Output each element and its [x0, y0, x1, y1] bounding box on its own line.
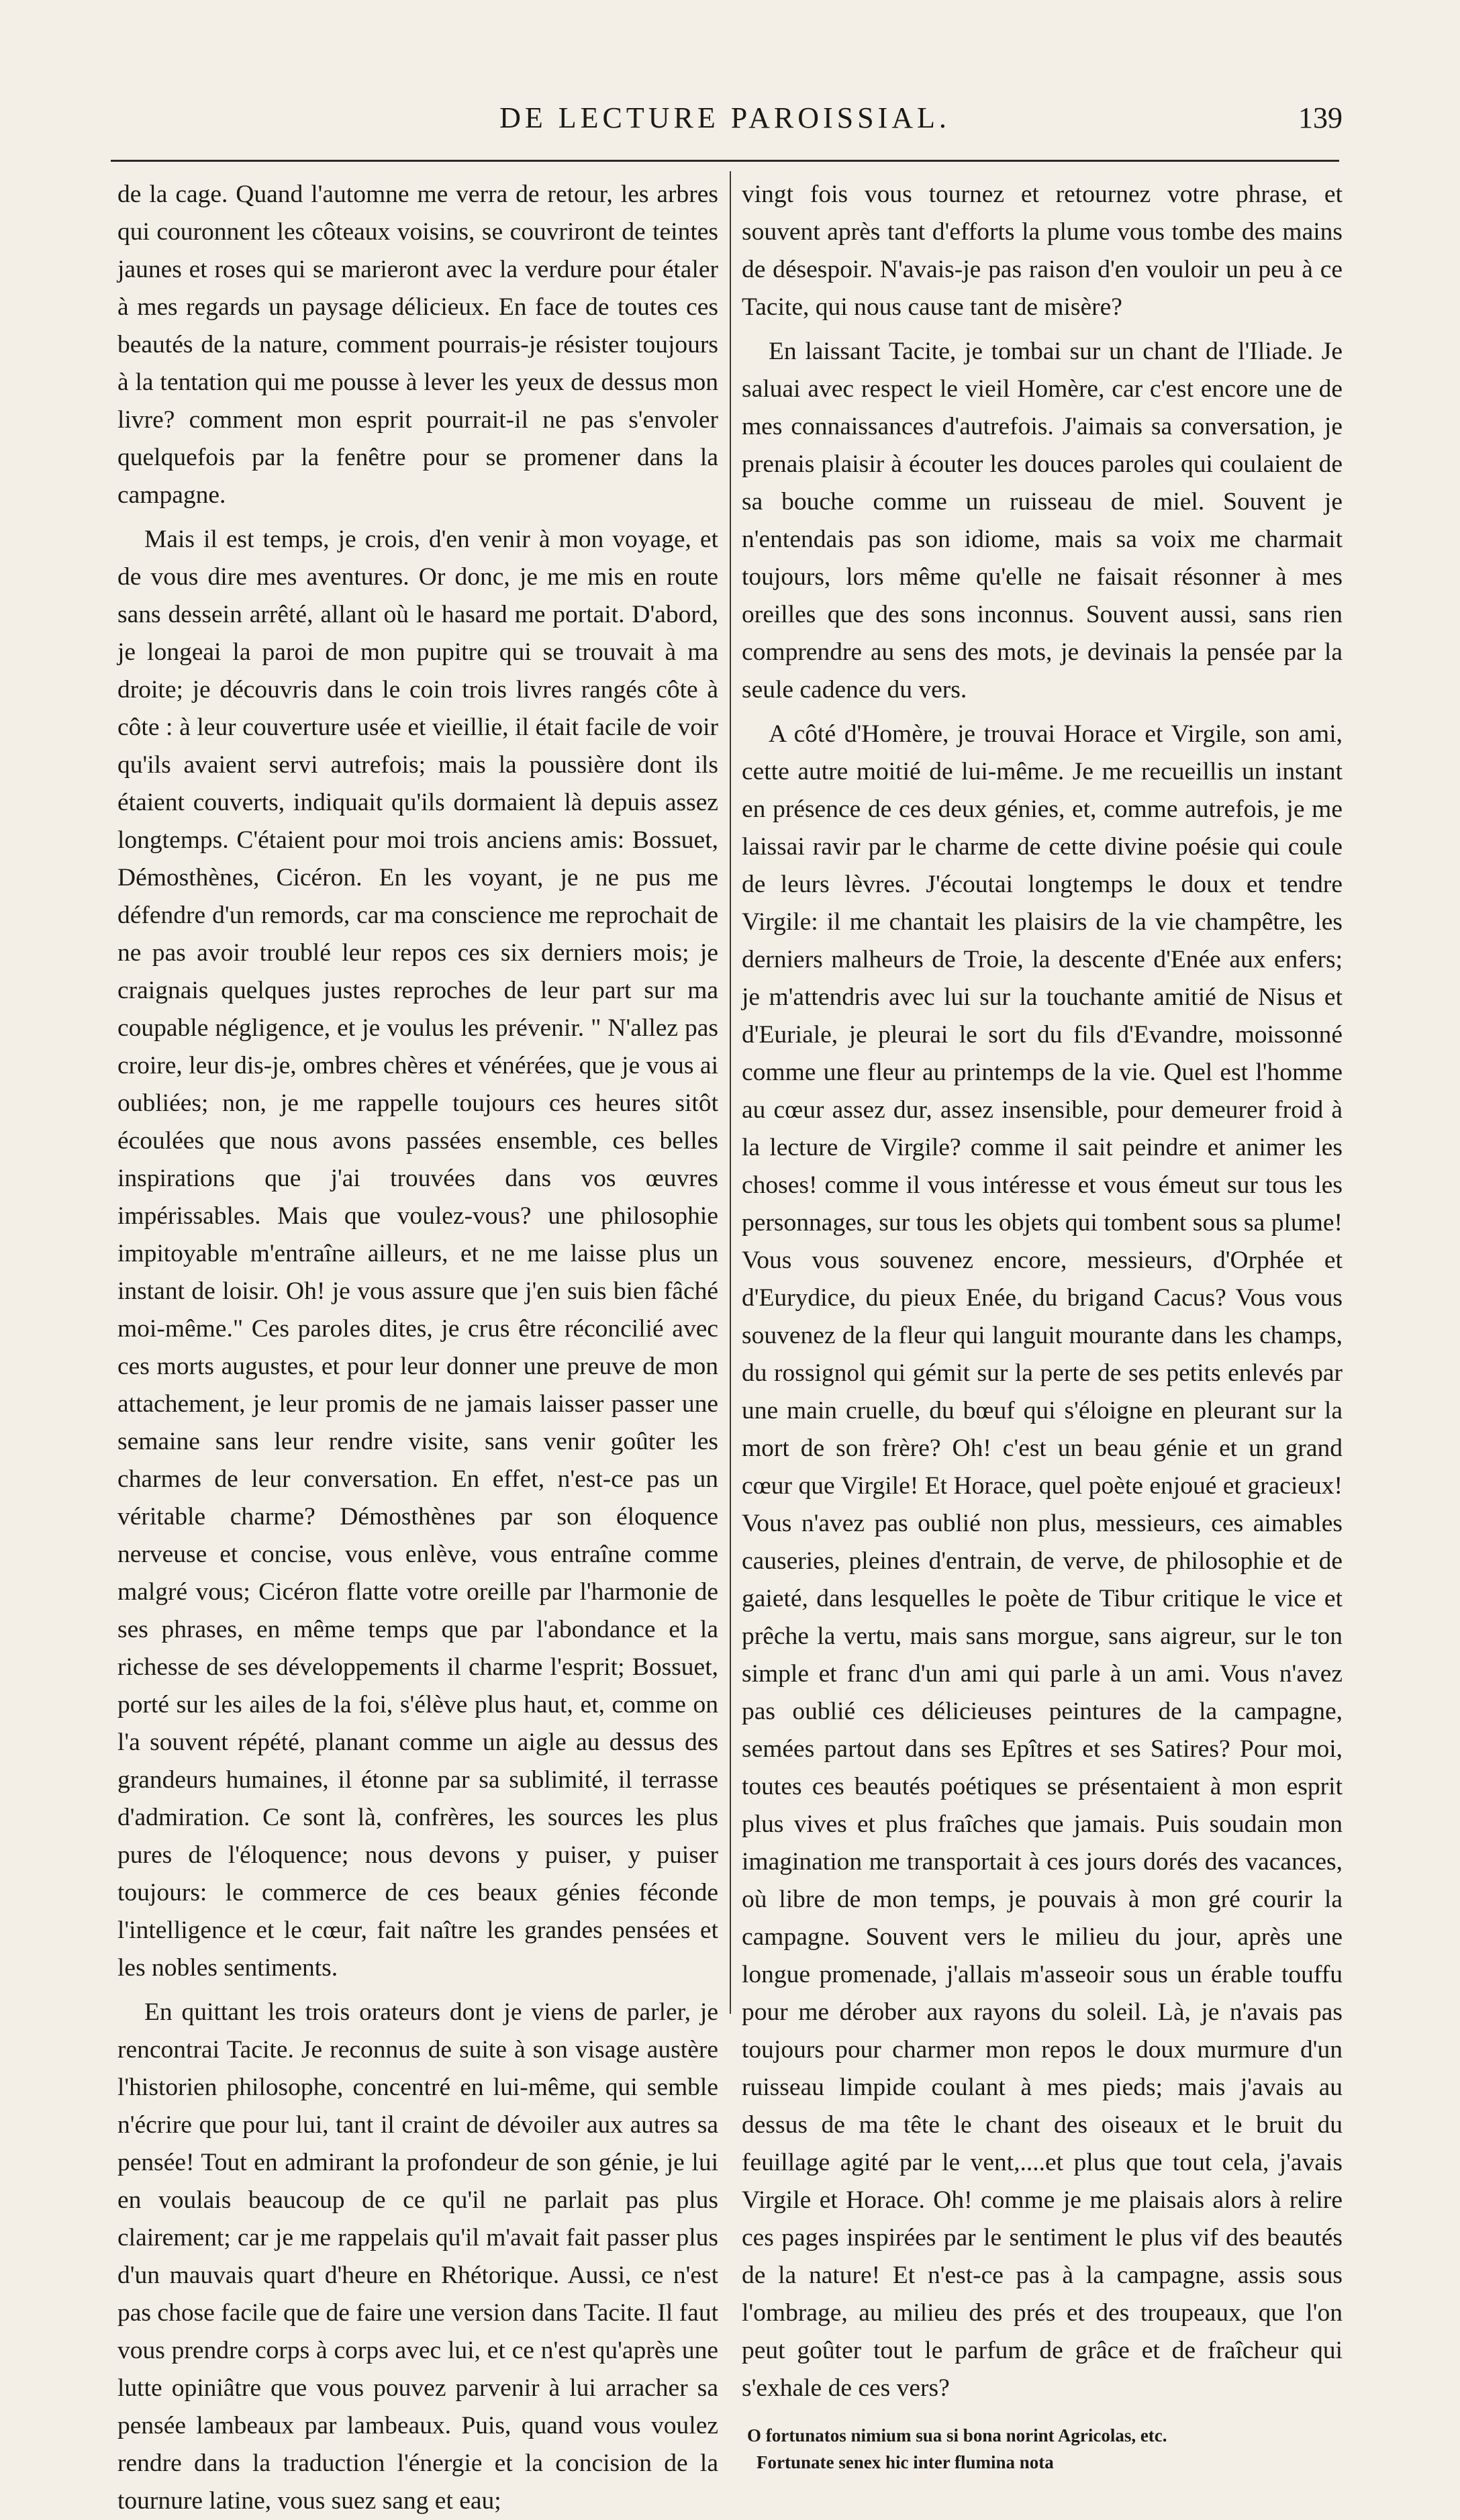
latin-quotation	[742, 2422, 1343, 2476]
paragraph: Mais il est temps, je crois, d'en venir à mon voyage, et de vous dire mes aventures. Or donc, je me mis en route sans dessein arrêté, allant où le hasard me portait. D'abord, je longeai la paroi de mon pupitre qui se trouvait à ma droite; je découvris dans le coin trois livres rangés côte à côte : à leur couverture usée et vieillie, il était facile de voir qu'ils avaient servi autrefois; mais la poussière dont ils étaient couverts, indiquait qu'ils dormaient là depuis assez longtemps. C'étaient pour moi trois anciens amis: Bossuet, Démosthènes, Cicéron. En les voyant, je ne pus me défendre d'un remords, car ma conscience me reprochait de ne pas avoir troublé leur repos ces six derniers mois; je craignais quelques justes reproches de leur part sur ma coupable négligence, et je voulus les prévenir. " N'allez pas croire, leur dis-je, ombres chères et vénérées, que je vous ai oubliées; non, je me rappelle toujours ces heures sitôt écoulées que nous avons passées ensemble, ces belles inspirations que j'ai trouvées dans vos œuvres impérissables. Mais que voulez-vous? une philosophie impitoyable m'entraîne ailleurs, et ne me laisse plus un instant de loisir. Oh! je vous assure que j'en suis bien fâché moi-même." Ces paroles dites, je crus être réconcilié avec ces morts augustes, et pour leur donner une preuve de mon attachement, je leur promis de ne jamais laisser passer une semaine sans leur rendre visite, sans venir goûter les charmes de leur conversation. En effet, n'est-ce pas un véritable charme? Démosthènes par son éloquence nerveuse et concise, vous enlève, vous entraîne comme malgré vous; Cicéron flatte votre oreille par l'harmonie de ses phrases, en même temps que par l'abondance et la richesse de ses développements il charme l'esprit; Bossuet, porté sur les ailes de la foi, s'élève plus haut, et, comme on l'a souvent répété, planant comme un aigle au dessus des grandeurs humaines, il étonne par sa sublimité, il terrasse d'admiration. Ce sont là, confrères, les sources les plus pures de l'éloquence; nous devons y puiser, y puiser toujours: le commerce de ces beaux génies féconde l'intelligence et le cœur, fait naître les grandes pensées et les nobles sentiments.	[117, 526, 718, 1982]
quote-line: O fortunatos nimium sua si bona norint Agricolas, etc.	[747, 2425, 1167, 2445]
left-column	[117, 176, 718, 2520]
page-number: 139	[1298, 101, 1343, 134]
header-rule	[111, 160, 1339, 162]
column-divider	[730, 171, 731, 2014]
paragraph: A côté d'Homère, je trouvai Horace et Virgile, son ami, cette autre moitié de lui-même. Je me recueillis un instant en présence de ces deux génies, et, comme autrefois, je me laissai ravir par le charme de cette divine poésie qui coule de leurs lèvres. J'écoutai longtemps le doux et tendre Virgile: il me chantait les plaisirs de la vie champêtre, les derniers malheurs de Troie, la descente d'Enée aux enfers; je m'attendris avec lui sur la touchante amitié de Nisus et d'Euriale, je pleurai le sort du fils d'Evandre, moissonné comme une fleur au printemps de la vie. Quel est l'homme au cœur assez dur, assez insensible, pour demeurer froid à la lecture de Virgile? comme il sait peindre et animer les choses! comme il vous intéresse et vous émeut sur tous les personnages, sur tous les objets qui tombent sous sa plume! Vous vous souvenez encore, messieurs, d'Orphée et d'Eurydice, du pieux Enée, du brigand Cacus? Vous vous souvenez de la fleur qui languit mourante dans les champs, du rossignol qui gémit sur la perte de ses petits enlevés par une main cruelle, du bœuf qui s'éloigne en pleurant sur la mort de son frère? Oh! c'est un beau génie et un grand cœur que Virgile! Et Horace, quel poète enjoué et gracieux! Vous n'avez pas oublié non plus, messieurs, ces aimables causeries, pleines d'entrain, de verve, de philosophie et de gaieté, dans lesquelles le poète de Tibur critique le vice et prêche la vertu, mais sans morgue, sans aigreur, sur le ton simple et franc d'un ami qui parle à un ami. Vous n'avez pas oublié ces délicieuses peintures de la campagne, semées partout dans ses Epîtres et ses Satires? Pour moi, toutes ces beautés poétiques se présentaient à mon esprit plus vives et plus fraîches que jamais. Puis soudain mon imagination me transportait à ces jours dorés des vacances, où libre de mon temps, je pouvais à mon gré courir la campagne. Souvent vers le milieu du jour, après une longue promenade, j'allais m'asseoir sous un érable touffu pour me dérober aux rayons du soleil. Là, je n'avais pas toujours pour charmer mon repos le doux murmure d'un ruisseau limpide coulant à mes pieds; mais j'avais au dessus de ma tête le chant des oiseaux et le bruit du feuillage agité par le vent,....et plus que tout cela, j'avais Virgile et Horace. Oh! comme je me plaisais alors à relire ces pages inspirées par le sentiment le plus vif des beautés de la nature! Et n'est-ce pas à la campagne, assis sous l'ombrage, au milieu des prés et des troupeaux, que l'on peut goûter tout le parfum de grâce et de fraîcheur qui s'exhale de ces vers?	[742, 720, 1343, 2402]
page-header	[107, 101, 1343, 141]
paragraph: En quittant les trois orateurs dont je viens de parler, je rencontrai Tacite. Je reconnus de suite à son visage austère l'historien philosophe, concentré en lui-même, qui semble n'écrire que pour lui, tant il craint de dévoiler aux autres sa pensée! Tout en admirant la profondeur de son génie, je lui en voulais beaucoup de ce qu'il ne parlait pas plus clairement; car je me rappelais qu'il m'avait fait passer plus d'un mauvais quart d'heure en Rhétorique. Aussi, ce n'est pas chose facile que de faire une version dans Tacite. Il faut vous prendre corps à corps avec lui, et ce n'est qu'après une lutte opiniâtre que vous pouvez parvenir à lui arracher sa pensée lambeaux par lambeaux. Puis, quand vous voulez rendre dans la traduction l'énergie et la concision de la tournure latine, vous suez sang et eau;	[117, 1998, 718, 2515]
right-column	[742, 176, 1343, 2476]
quote-line: Fortunate senex hic inter flumina nota	[757, 2452, 1054, 2472]
paragraph: vingt fois vous tournez et retournez votre phrase, et souvent après tant d'efforts la plume vous tombe des mains de désespoir. N'avais-je pas raison d'en vouloir un peu à ce Tacite, qui nous cause tant de misère?	[742, 181, 1343, 321]
paragraph: de la cage. Quand l'automne me verra de retour, les arbres qui couronnent les côteaux voisins, se couvriront de teintes jaunes et roses qui se marieront avec la verdure pour étaler à mes regards un paysage délicieux. En face de toutes ces beautés de la nature, comment pourrais-je résister toujours à la tentation qui me pousse à lever les yeux de dessus mon livre? comment mon esprit pourrait-il ne pas s'envoler quelquefois par la fenêtre pour se promener dans la campagne.	[117, 181, 718, 509]
running-title: DE LECTURE PAROISSIAL.	[499, 101, 951, 134]
paragraph: En laissant Tacite, je tombai sur un chant de l'Iliade. Je saluai avec respect le vieil Homère, car c'est encore une de mes connaissances d'autrefois. J'aimais sa conversation, je prenais plaisir à écouter les douces paroles qui coulaient de sa bouche comme un ruisseau de miel. Souvent je n'entendais pas son idiome, mais sa voix me charmait toujours, lors même qu'elle ne faisait résonner à mes oreilles que des sons inconnus. Souvent aussi, sans rien comprendre au sens des mots, je devinais la pensée par la seule cadence du vers.	[742, 338, 1343, 704]
